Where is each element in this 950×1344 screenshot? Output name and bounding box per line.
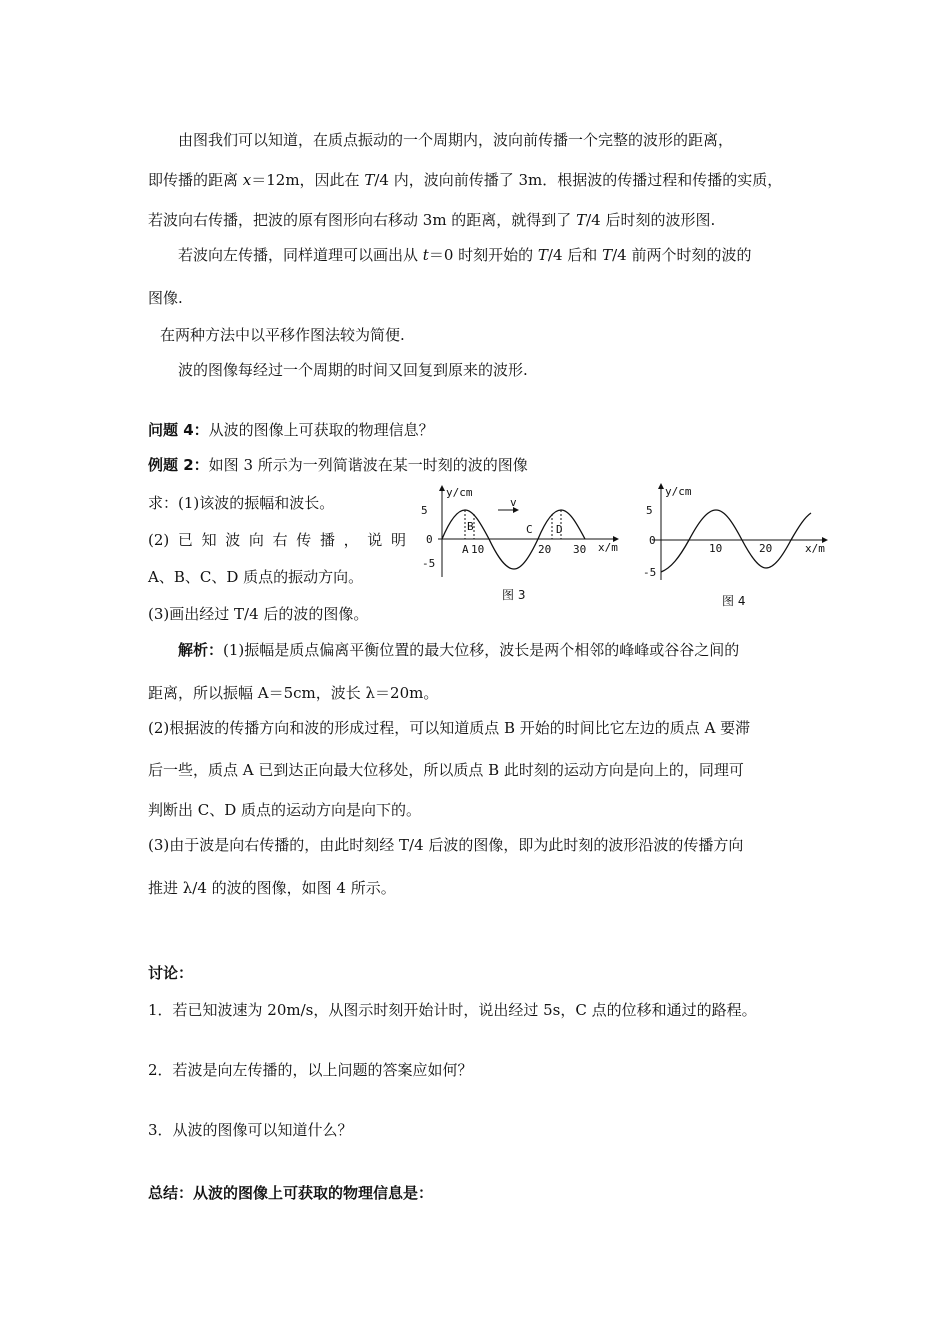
fig3-point-d: D	[556, 523, 563, 536]
ask-line1: 求：(1)该波的振幅和波长。	[148, 494, 335, 512]
discussion-label: 讨论：	[148, 964, 194, 982]
ask-line2: (2) 已 知 波 向 右 传 播 ， 说 明	[148, 531, 406, 549]
fig3-xtick-10: 10	[471, 543, 485, 556]
fig4-ytick-neg5: -5	[643, 566, 657, 579]
figure-3	[418, 482, 628, 587]
solution-line6: (3)由于波是向右传播的，由此时刻经 T/4 后波的图像，即为此时刻的波形沿波的传播方向	[148, 836, 744, 854]
summary: 总结：从波的图像上可获取的物理信息是：	[148, 1184, 434, 1202]
p1-line3: 若波向右传播，把波的原有图形向右移动 3m 的距离，就得到了 T/4 后时刻的波形图.	[148, 211, 716, 229]
solution-line5: 判断出 C、D 质点的运动方向是向下的。	[148, 801, 422, 819]
discussion-q1: 1．若已知波速为 20m/s，从图示时刻开始计时，说出经过 5s，C 点的位移和通过的路程。	[148, 1001, 757, 1019]
fig3-point-c: C	[526, 523, 533, 536]
fig4-ytick-5: 5	[646, 504, 653, 517]
fig4-xtick-10: 10	[709, 542, 723, 555]
p2-line2: 图像.	[148, 289, 183, 307]
fig3-x-label: x/m	[598, 541, 618, 554]
ask-line4: (3)画出经过 T/4 后的波的图像。	[148, 605, 369, 623]
fig3-caption: 图 3	[502, 588, 526, 602]
solution-line7: 推进 λ/4 的波的图像，如图 4 所示。	[148, 879, 396, 897]
solution-line4: 后一些，质点 A 已到达正向最大位移处，所以质点 B 此时刻的运动方向是向上的，同理可	[148, 761, 744, 779]
fig3-ytick-neg5: -5	[422, 557, 436, 570]
fig4-caption: 图 4	[722, 594, 746, 608]
fig3-point-a: A	[462, 543, 469, 556]
fig3-ytick-0: 0	[426, 533, 433, 546]
question-4: 问题 4：从波的图像上可获取的物理信息？	[148, 421, 434, 439]
p4: 波的图像每经过一个周期的时间又回复到原来的波形.	[178, 361, 528, 379]
fig4-ytick-0: 0	[649, 534, 656, 547]
ask-line3: A、B、C、D 质点的振动方向。	[148, 568, 364, 586]
fig3-xtick-20: 20	[538, 543, 552, 556]
fig3-v-label: v	[510, 496, 517, 509]
solution-line3: (2)根据波的传播方向和波的形成过程，可以知道质点 B 开始的时间比它左边的质点 A 要滞	[148, 719, 751, 737]
fig3-xtick-30: 30	[573, 543, 587, 556]
fig3-ytick-5: 5	[421, 504, 428, 517]
fig4-xtick-20: 20	[759, 542, 773, 555]
solution-line1: 解析：(1)振幅是质点偏离平衡位置的最大位移，波长是两个相邻的峰峰或谷谷之间的	[178, 641, 740, 659]
example-2: 例题 2：如图 3 所示为一列简谐波在某一时刻的波的图像	[148, 456, 528, 474]
p1-line1: 由图我们可以知道，在质点振动的一个周期内，波向前传播一个完整的波形的距离，	[178, 131, 734, 149]
fig4-wave	[661, 510, 811, 572]
fig3-point-b: B	[467, 520, 474, 533]
discussion-q3: 3．从波的图像可以知道什么？	[148, 1121, 353, 1139]
solution-line2: 距离，所以振幅 A＝5cm，波长 λ＝20m。	[148, 684, 439, 702]
discussion-q2: 2．若波是向左传播的，以上问题的答案应如何？	[148, 1061, 473, 1079]
fig3-y-label: y/cm	[446, 486, 473, 499]
p2-line1: 若波向左传播，同样道理可以画出从 t＝0 时刻开始的 T/4 后和 T/4 前两个时刻的波的	[178, 246, 752, 264]
fig4-y-label: y/cm	[665, 485, 692, 498]
p1-line2: 即传播的距离 x＝12m，因此在 T/4 内，波向前传播了 3m．根据波的传播过程和传播的实质，	[148, 171, 783, 189]
figure-4	[635, 480, 835, 590]
fig4-x-label: x/m	[805, 542, 825, 555]
p3: 在两种方法中以平移作图法较为简便.	[160, 326, 405, 344]
